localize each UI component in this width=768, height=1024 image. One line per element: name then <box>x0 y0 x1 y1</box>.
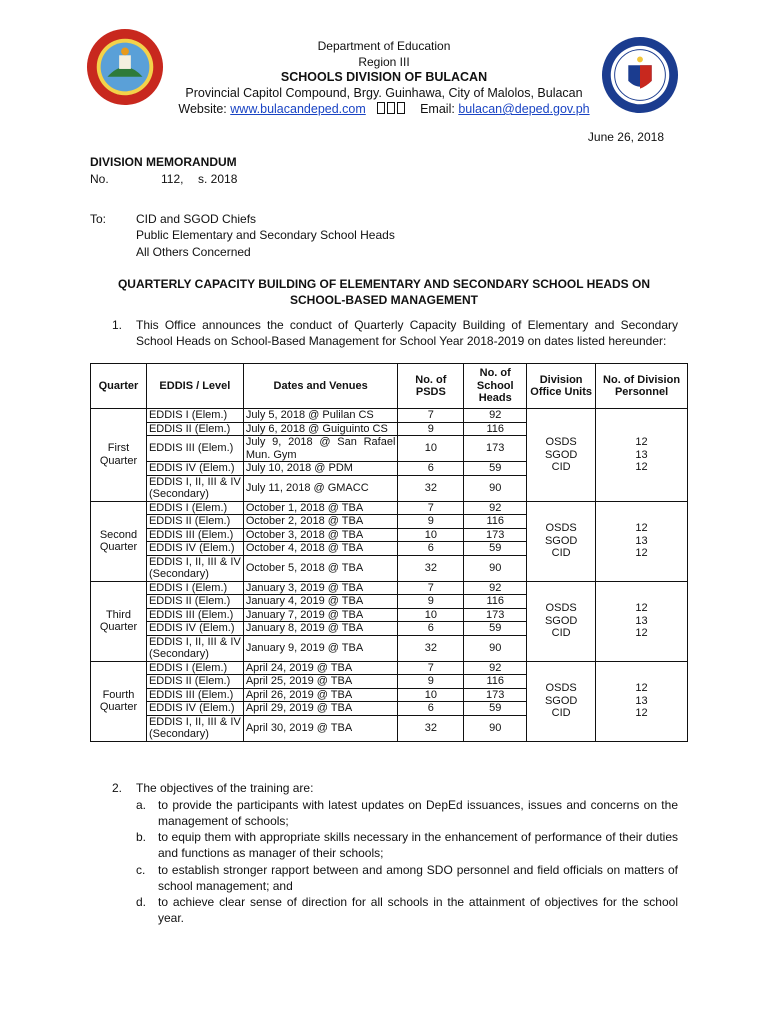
date-venue-cell: July 11, 2018 @ GMACC <box>243 475 398 501</box>
date-venue-cell: July 9, 2018 @ San Rafael Mun. Gym <box>243 436 398 462</box>
office-unit: OSDS <box>545 602 577 615</box>
date-venue-cell: April 25, 2019 @ TBA <box>243 675 398 689</box>
psds-cell: 10 <box>398 608 464 622</box>
school-heads-cell: 59 <box>464 542 527 556</box>
website-label: Website: <box>178 102 227 116</box>
glyph-box <box>377 102 385 114</box>
personnel-count: 13 <box>635 694 648 707</box>
level-cell: EDDIS III (Elem.) <box>146 528 243 542</box>
office-units-cell <box>527 581 596 661</box>
school-heads-cell: 116 <box>464 422 527 436</box>
level-cell: EDDIS II (Elem.) <box>146 595 243 609</box>
level-cell: EDDIS I (Elem.) <box>146 581 243 595</box>
personnel-count: 12 <box>635 602 648 615</box>
psds-cell: 10 <box>398 528 464 542</box>
memo-no-label: No. <box>90 172 109 186</box>
to-line: Public Elementary and Secondary School Heads <box>136 228 395 242</box>
psds-cell: 10 <box>398 436 464 462</box>
school-heads-cell: 59 <box>464 702 527 716</box>
memo-no-value: 112, <box>161 172 184 186</box>
para-1-text: This Office announces the conduct of Quarterly Capacity Building of Elementary and Secondary School Heads on School-Based Management for School Year 2018-2019 on dates listed hereunder: <box>136 318 678 348</box>
memo-date: June 26, 2018 <box>587 130 664 144</box>
office-unit: CID <box>551 461 571 473</box>
col-header: Dates and Venues <box>243 364 398 409</box>
level-cell: EDDIS IV (Elem.) <box>146 622 243 636</box>
date-venue-cell: January 4, 2019 @ TBA <box>243 595 398 609</box>
level-cell: EDDIS I, II, III & IV (Secondary) <box>146 715 243 741</box>
school-heads-cell: 59 <box>464 622 527 636</box>
school-heads-cell: 173 <box>464 436 527 462</box>
level-cell: EDDIS I (Elem.) <box>146 409 243 423</box>
school-heads-cell: 90 <box>464 475 527 501</box>
region-name: Region III <box>358 55 410 69</box>
table-row <box>91 409 688 423</box>
psds-cell: 9 <box>398 515 464 529</box>
psds-cell: 10 <box>398 688 464 702</box>
office-unit: CID <box>551 627 571 640</box>
school-heads-cell: 92 <box>464 581 527 595</box>
school-heads-cell: 173 <box>464 608 527 622</box>
date-venue-cell: October 2, 2018 @ TBA <box>243 515 398 529</box>
to-line: CID and SGOD Chiefs <box>136 212 257 226</box>
subject-line: QUARTERLY CAPACITY BUILDING OF ELEMENTARY AND SECONDARY SCHOOL HEADS ON <box>117 277 651 291</box>
date-venue-cell: April 29, 2019 @ TBA <box>243 702 398 716</box>
office-unit: SGOD <box>544 534 578 547</box>
col-header: Division Office Units <box>527 364 596 409</box>
personnel-count: 12 <box>635 547 648 560</box>
personnel-count: 12 <box>635 707 648 720</box>
personnel-cell <box>596 661 688 741</box>
memo-title: DIVISION MEMORANDUM <box>90 155 237 169</box>
division-address: Provincial Capitol Compound, Brgy. Guinhawa, City of Malolos, Bulacan <box>185 86 583 100</box>
office-unit: SGOD <box>544 614 578 627</box>
office-unit: SGOD <box>544 448 578 461</box>
level-cell: EDDIS III (Elem.) <box>146 436 243 462</box>
date-venue-cell: July 5, 2018 @ Pulilan CS <box>243 409 398 423</box>
psds-cell: 32 <box>398 555 464 581</box>
table-header-row <box>91 364 688 409</box>
psds-cell: 32 <box>398 635 464 661</box>
office-unit: CID <box>551 707 571 720</box>
objective-text: to establish stronger rapport between and among SDO personnel and field officials on matters of school management; and <box>158 863 678 893</box>
quarter-cell: First Quarter <box>91 409 147 502</box>
objective-text: to provide the participants with latest updates on DepEd issuances, issues and concerns on the management of schools; <box>158 798 678 828</box>
date-venue-cell: July 6, 2018 @ Guiguinto CS <box>243 422 398 436</box>
psds-cell: 9 <box>398 422 464 436</box>
school-heads-cell: 173 <box>464 688 527 702</box>
date-venue-cell: October 4, 2018 @ TBA <box>243 542 398 556</box>
personnel-count: 12 <box>635 627 648 640</box>
psds-cell: 32 <box>398 475 464 501</box>
personnel-cell <box>596 581 688 661</box>
level-cell: EDDIS I, II, III & IV (Secondary) <box>146 635 243 661</box>
level-cell: EDDIS I, II, III & IV (Secondary) <box>146 475 243 501</box>
date-venue-cell: April 26, 2019 @ TBA <box>243 688 398 702</box>
date-venue-cell: July 10, 2018 @ PDM <box>243 462 398 476</box>
office-unit: OSDS <box>545 682 577 695</box>
level-cell: EDDIS IV (Elem.) <box>146 462 243 476</box>
personnel-count: 12 <box>635 461 648 473</box>
table-row <box>91 661 688 675</box>
level-cell: EDDIS I, II, III & IV (Secondary) <box>146 555 243 581</box>
glyph-box <box>397 102 405 114</box>
col-header: No. of PSDS <box>398 364 464 409</box>
level-cell: EDDIS I (Elem.) <box>146 661 243 675</box>
para-number: 2. <box>112 781 123 795</box>
email-label: Email: <box>420 102 455 116</box>
psds-cell: 9 <box>398 595 464 609</box>
psds-cell: 7 <box>398 501 464 515</box>
quarter-cell: Fourth Quarter <box>91 661 147 741</box>
quarter-cell: Second Quarter <box>91 501 147 581</box>
col-header: No. of School Heads <box>464 364 527 409</box>
col-header: EDDIS / Level <box>146 364 243 409</box>
office-units-cell <box>527 501 596 581</box>
school-heads-cell: 92 <box>464 661 527 675</box>
department-name: Department of Education <box>317 39 451 53</box>
school-heads-cell: 92 <box>464 501 527 515</box>
psds-cell: 6 <box>398 462 464 476</box>
school-heads-cell: 116 <box>464 675 527 689</box>
personnel-count: 13 <box>635 614 648 627</box>
glyph-box <box>387 102 395 114</box>
website-link[interactable]: www.bulacandeped.com <box>230 102 366 116</box>
level-cell: EDDIS IV (Elem.) <box>146 542 243 556</box>
objective-letter: a. <box>136 798 147 812</box>
col-header: Quarter <box>91 364 147 409</box>
level-cell: EDDIS II (Elem.) <box>146 675 243 689</box>
date-venue-cell: October 3, 2018 @ TBA <box>243 528 398 542</box>
office-units-cell <box>527 409 596 502</box>
school-heads-cell: 92 <box>464 409 527 423</box>
objective-letter: b. <box>136 830 147 844</box>
level-cell: EDDIS III (Elem.) <box>146 608 243 622</box>
memo-subject <box>0 276 768 308</box>
level-cell: EDDIS III (Elem.) <box>146 688 243 702</box>
personnel-count: 12 <box>635 522 648 535</box>
office-units-cell <box>527 661 596 741</box>
psds-cell: 6 <box>398 622 464 636</box>
objective-letter: d. <box>136 895 147 909</box>
date-venue-cell: October 5, 2018 @ TBA <box>243 555 398 581</box>
psds-cell: 7 <box>398 409 464 423</box>
table-row <box>91 501 688 515</box>
school-heads-cell: 173 <box>464 528 527 542</box>
level-cell: EDDIS II (Elem.) <box>146 422 243 436</box>
subject-line: SCHOOL-BASED MANAGEMENT <box>290 293 478 307</box>
contact-line <box>0 101 768 117</box>
office-unit: SGOD <box>544 694 578 707</box>
school-heads-cell: 90 <box>464 715 527 741</box>
division-name: SCHOOLS DIVISION OF BULACAN <box>280 70 488 84</box>
psds-cell: 6 <box>398 702 464 716</box>
psds-cell: 7 <box>398 661 464 675</box>
to-line: All Others Concerned <box>136 245 251 259</box>
level-cell: EDDIS I (Elem.) <box>146 501 243 515</box>
objective-letter: c. <box>136 863 146 877</box>
objective-text: to equip them with appropriate skills necessary in the enhancement of performance of their duties and functions as manager of their schools; <box>158 830 678 860</box>
school-heads-cell: 90 <box>464 635 527 661</box>
psds-cell: 7 <box>398 581 464 595</box>
psds-cell: 32 <box>398 715 464 741</box>
office-unit: OSDS <box>545 522 577 535</box>
personnel-count: 13 <box>635 448 648 461</box>
school-heads-cell: 116 <box>464 595 527 609</box>
table-row <box>91 581 688 595</box>
school-heads-cell: 59 <box>464 462 527 476</box>
date-venue-cell: January 9, 2019 @ TBA <box>243 635 398 661</box>
date-venue-cell: January 8, 2019 @ TBA <box>243 622 398 636</box>
schedule-table <box>90 363 688 742</box>
date-venue-cell: January 3, 2019 @ TBA <box>243 581 398 595</box>
date-venue-cell: April 24, 2019 @ TBA <box>243 661 398 675</box>
psds-cell: 6 <box>398 542 464 556</box>
to-label: To: <box>90 212 107 226</box>
office-unit: CID <box>551 547 571 560</box>
personnel-cell <box>596 409 688 502</box>
personnel-count: 12 <box>635 682 648 695</box>
objectives-intro: The objectives of the training are: <box>136 781 314 795</box>
date-venue-cell: April 30, 2019 @ TBA <box>243 715 398 741</box>
objective-text: to achieve clear sense of direction for all schools in the attainment of objectives for the school year. <box>158 895 678 925</box>
memo-series: s. 2018 <box>198 172 238 186</box>
quarter-cell: Third Quarter <box>91 581 147 661</box>
col-header: No. of Division Personnel <box>596 364 688 409</box>
psds-cell: 9 <box>398 675 464 689</box>
email-link[interactable]: bulacan@deped.gov.ph <box>458 102 590 116</box>
date-venue-cell: October 1, 2018 @ TBA <box>243 501 398 515</box>
level-cell: EDDIS IV (Elem.) <box>146 702 243 716</box>
level-cell: EDDIS II (Elem.) <box>146 515 243 529</box>
personnel-cell <box>596 501 688 581</box>
para-number: 1. <box>112 318 123 332</box>
school-heads-cell: 90 <box>464 555 527 581</box>
date-venue-cell: January 7, 2019 @ TBA <box>243 608 398 622</box>
school-heads-cell: 116 <box>464 515 527 529</box>
office-unit: OSDS <box>545 436 577 448</box>
personnel-count: 12 <box>635 436 648 448</box>
personnel-count: 13 <box>635 534 648 547</box>
